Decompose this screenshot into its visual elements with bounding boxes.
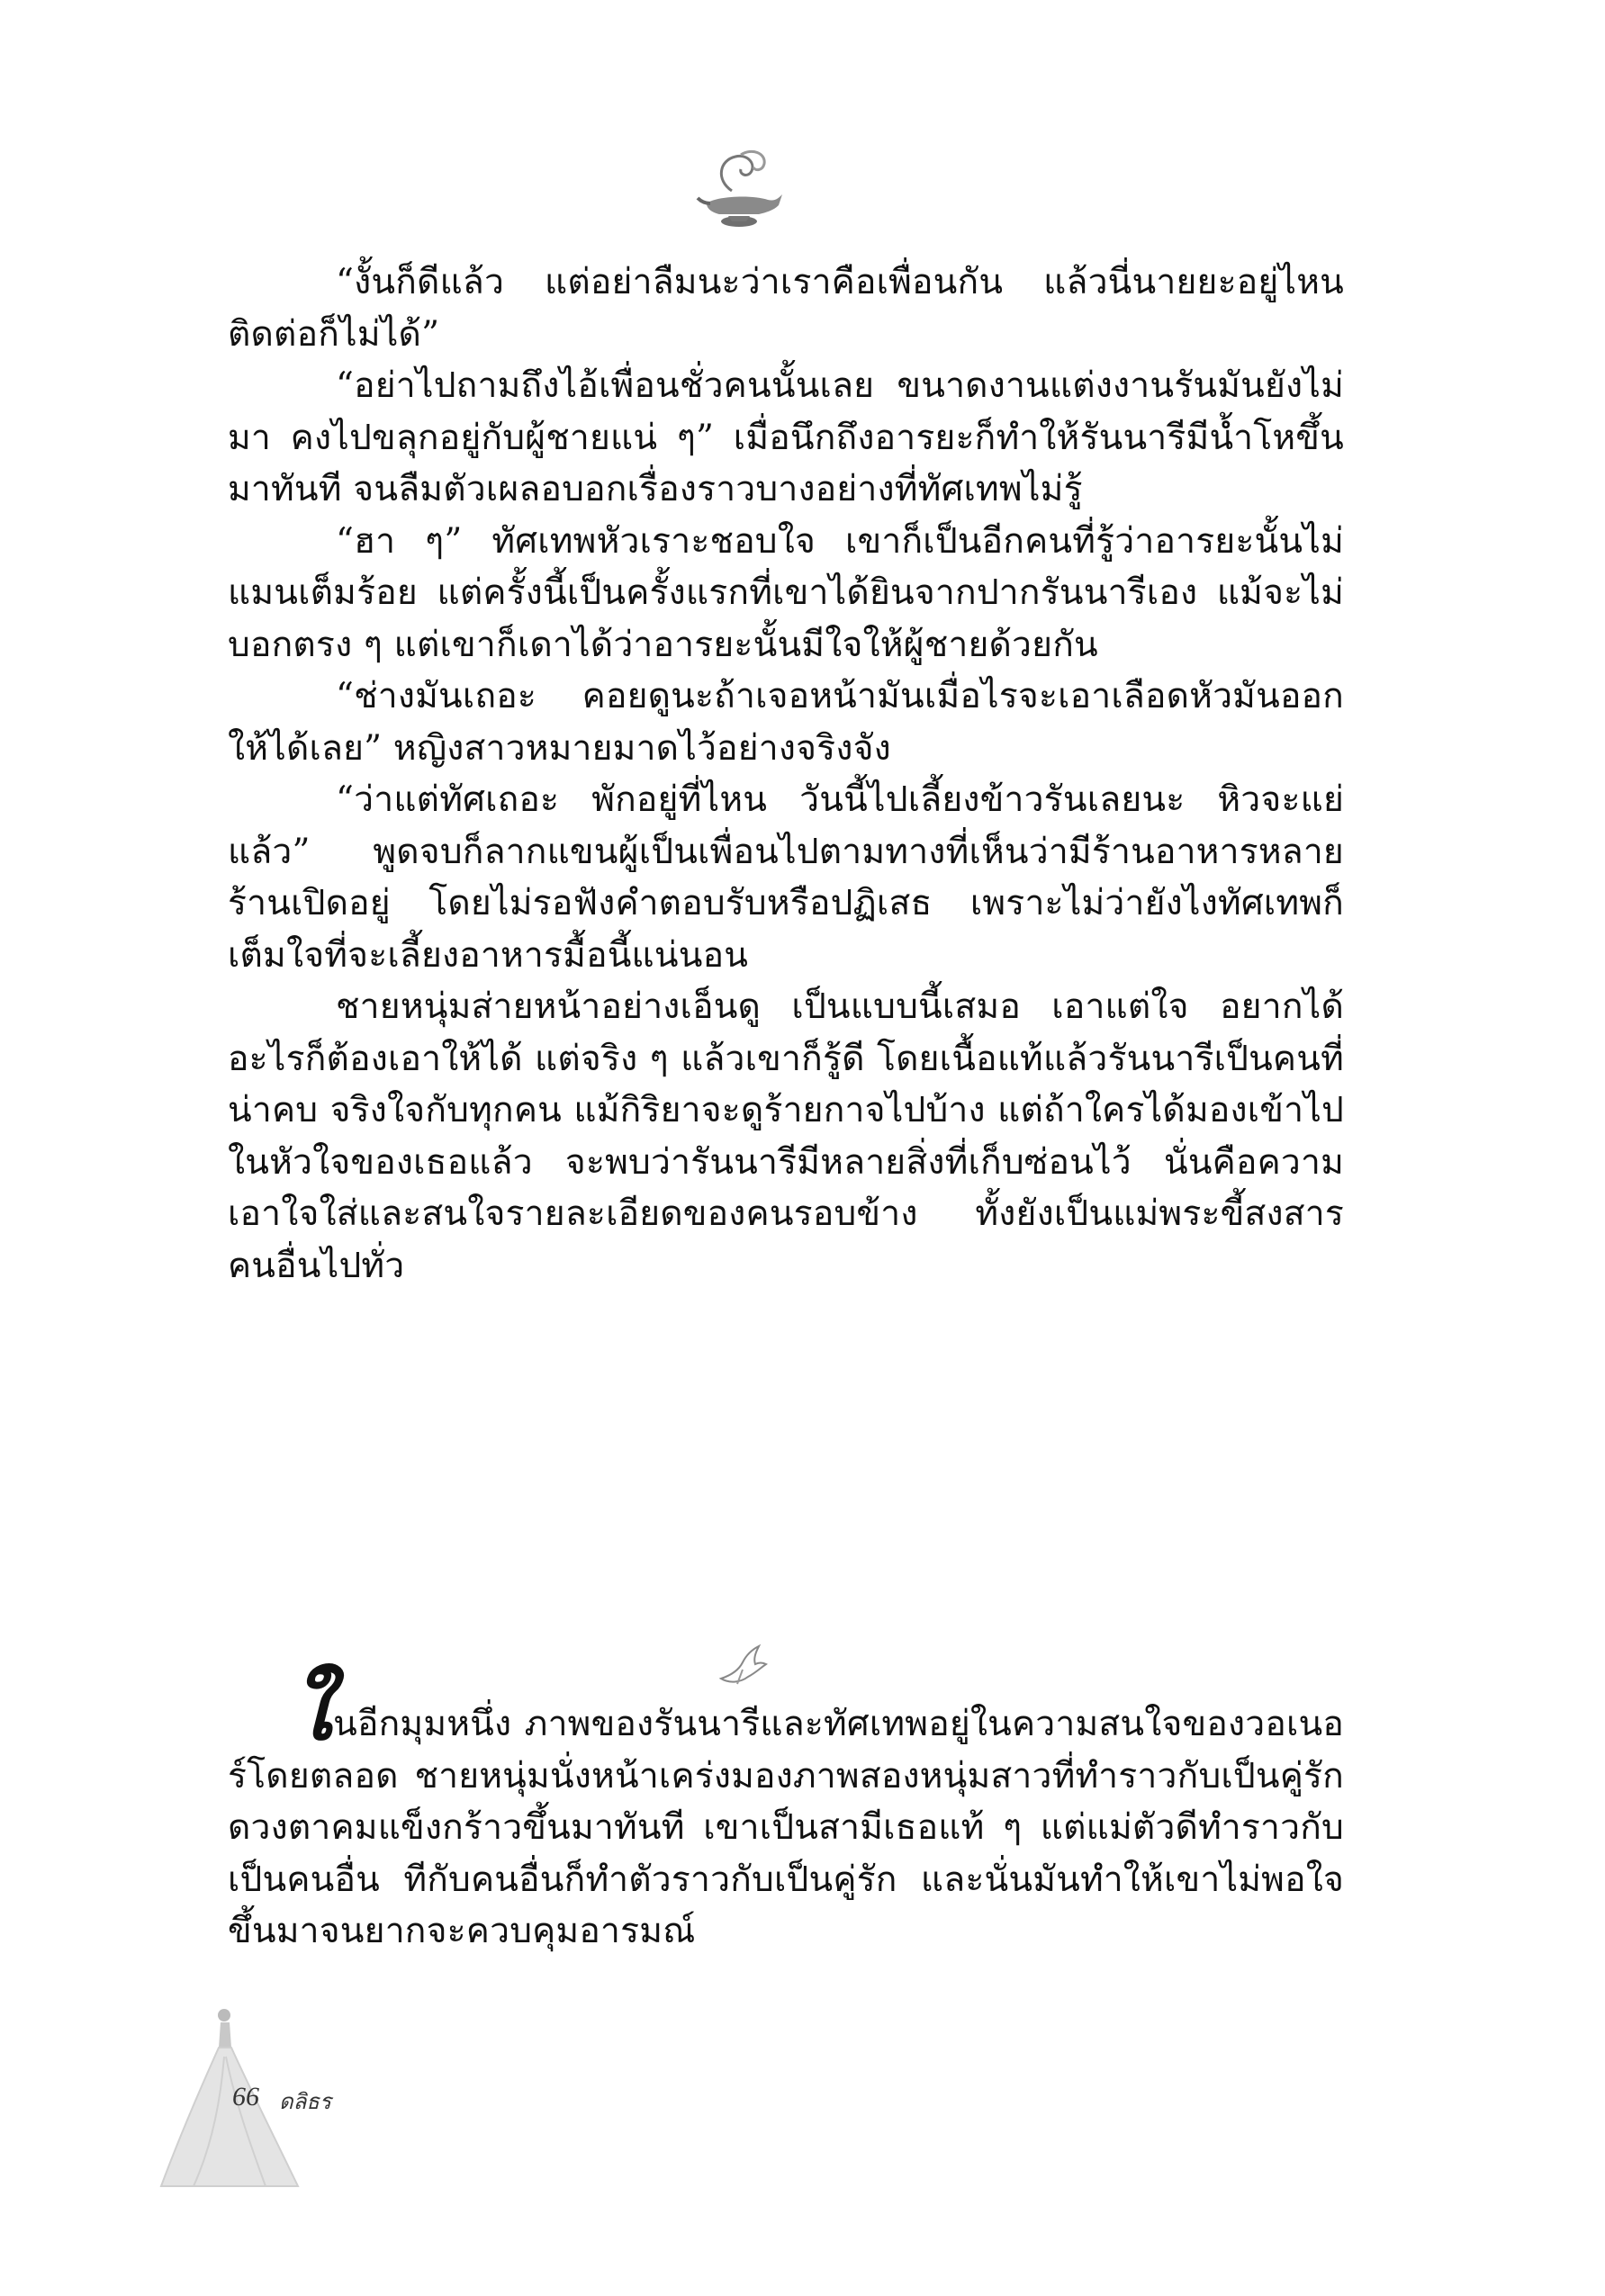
body-text-top — [228, 257, 1344, 1292]
drop-cap: ใ — [291, 1661, 332, 1759]
paragraph: “ช่างมันเถอะ คอยดูนะถ้าเจอหน้ามันเมื่อไรจะเอาเลือดหัวมันออกให้ได้เลย” หญิงสาวหมายมาดไว้อย่างจริงจัง — [228, 676, 1344, 769]
paragraph — [228, 1661, 1344, 1958]
paragraph: “ฮา ๆ” ทัศเทพหัวเราะชอบใจ เขาก็เป็นอีกคนที่รู้ว่าอารยะนั้นไม่แมนเต็มร้อย แต่ครั้งนี้เป็นครั้งแรกที่เขาได้ยินจากปากรันนารีเอง แม้จะไม่บอกตรง ๆ แต่เขาก็เดาได้ว่าอารยะนั้นมีใจให้ผู้ชายด้วยกัน — [228, 520, 1344, 665]
paragraph-text: นอีกมุมหนึ่ง ภาพของรันนารีและทัศเทพอยู่ในความสนใจของวอเนอร์โดยตลอด ชายหนุ่มนั่งหน้าเคร่งมองภาพสองหนุ่มสาวที่ทำราวกับเป็นคู่รัก ดวงตาคมแข็งกร้าวขึ้นมาทันที เขาเป็นสามีเธอแท้ ๆ แต่แม่ตัวดีทำราวกับเป็นคนอื่น ทีกับคนอื่นก็ทำตัวราวกับเป็นคู่รัก และนั่นมันทำให้เขาไม่พอใจขึ้นมาจนยากจะควบคุมอารมณ์ — [228, 1704, 1344, 1951]
page-number: 66 — [232, 2082, 259, 2111]
paragraph: “อย่าไปถามถึงไอ้เพื่อนชั่วคนนั้นเลย ขนาดงานแต่งงานรันมันยังไม่มา คงไปขลุกอยู่กับผู้ชายแน่ ๆ” เมื่อนึกถึงอารยะก็ทำให้รันนารีมีน้ำโหขึ้นมาทันที จนลืมตัวเผลอบอกเรื่องราวบางอย่างที่ทัศเทพไม่รู้ — [228, 365, 1344, 509]
book-title: ดลิธร — [279, 2089, 331, 2114]
paragraph: “ว่าแต่ทัศเถอะ พักอยู่ที่ไหน วันนี้ไปเลี้ยงข้าวรันเลยนะ หิวจะแย่แล้ว” พูดจบก็ลากแขนผู้เป็นเพื่อนไปตามทางที่เห็นว่ามีร้านอาหารหลายร้านเปิดอยู่ โดยไม่รอฟังคำตอบรับหรือปฏิเสธ เพราะไม่ว่ายังไงทัศเทพก็เต็มใจที่จะเลี้ยงอาหารมื้อนี้แน่นอน — [228, 779, 1344, 976]
dove-icon — [716, 1643, 770, 1692]
paragraph: “งั้นก็ดีแล้ว แต่อย่าลืมนะว่าเราคือเพื่อนกัน แล้วนี่นายยะอยู่ไหนติดต่อก็ไม่ได้” — [228, 262, 1344, 355]
genie-lamp-icon — [689, 144, 788, 234]
body-text-section-2 — [228, 1661, 1344, 1958]
paragraph: ชายหนุ่มส่ายหน้าอย่างเอ็นดู เป็นแบบนี้เสมอ เอาแต่ใจ อยากได้อะไรก็ต้องเอาให้ได้ แต่จริง ๆ แล้วเขาก็รู้ดี โดยเนื้อแท้แล้วรันนารีเป็นคนที่น่าคบ จริงใจกับทุกคน แม้กิริยาจะดูร้ายกาจไปบ้าง แต่ถ้าใครได้มองเข้าไปในหัวใจของเธอแล้ว จะพบว่ารันนารีมีหลายสิ่งที่เก็บซ่อนไว้ นั่นคือความเอาใจใส่และสนใจรายละเอียดของคนรอบข้าง ทั้งยังเป็นแม่พระขี้สงสารคนอื่นไปทั่ว — [228, 986, 1344, 1286]
